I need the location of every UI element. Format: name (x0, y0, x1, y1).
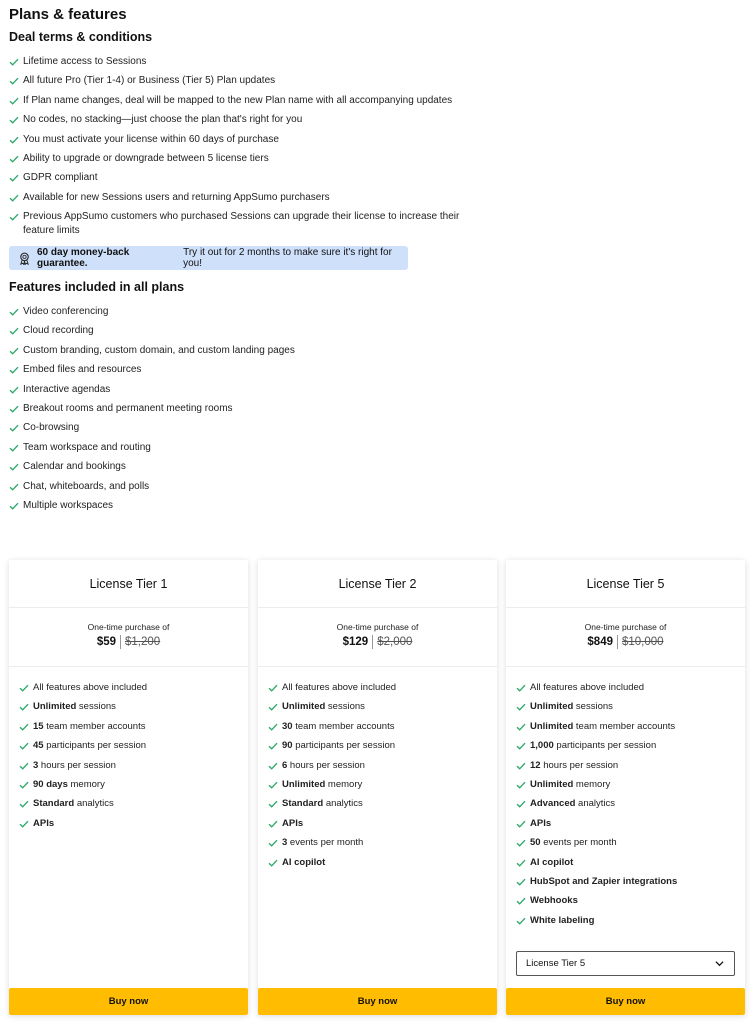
check-icon (9, 136, 19, 144)
original-price: $1,200 (125, 636, 161, 649)
tier-name: License Tier 1 (89, 577, 168, 591)
list-item-text: Multiple workspaces (23, 499, 114, 511)
list-item-text: Co-browsing (23, 422, 80, 434)
guarantee-banner (9, 246, 408, 270)
list-item (9, 74, 489, 88)
feature-text: memory (67, 778, 105, 790)
check-icon (9, 483, 19, 491)
features-list (9, 305, 489, 518)
tier-feature (268, 700, 491, 713)
feature-text: hours per session (287, 759, 365, 771)
check-icon (516, 703, 526, 711)
check-icon (268, 820, 278, 828)
feature-highlight: Webhooks (530, 895, 578, 907)
check-icon (516, 762, 526, 770)
check-icon (9, 77, 19, 85)
check-icon (9, 58, 19, 66)
current-price: $59 (96, 636, 116, 649)
feature-highlight: Unlimited (282, 701, 326, 713)
divider (506, 607, 745, 608)
check-icon (516, 723, 526, 731)
feature-highlight: Unlimited (530, 720, 574, 732)
check-icon (9, 155, 19, 163)
list-item (9, 460, 489, 474)
feature-text: team member accounts (573, 720, 676, 732)
feature-highlight: 30 (282, 720, 293, 732)
check-icon (516, 859, 526, 867)
tier-features (19, 681, 242, 836)
tier-feature (268, 797, 491, 810)
check-icon (9, 463, 19, 471)
list-item (9, 133, 489, 147)
tier-card-2 (258, 560, 497, 1015)
check-icon (9, 97, 19, 105)
tier-feature (268, 720, 491, 733)
check-icon (9, 327, 19, 335)
features-heading: Features included in all plans (9, 280, 185, 294)
list-item-text: No codes, no stacking—just choose the plan that's right for you (23, 114, 303, 126)
list-item-text: Previous AppSumo customers who purchased Sessions can upgrade their license to increase their feature limits (23, 211, 460, 237)
buy-now-button[interactable]: Buy now (506, 988, 745, 1015)
divider (506, 666, 745, 667)
tier-feature (268, 856, 491, 869)
price-divider (617, 635, 618, 649)
list-item-text: Available for new Sessions users and returning AppSumo purchasers (23, 191, 330, 203)
feature-highlight: 12 (530, 759, 541, 771)
feature-highlight: Unlimited (530, 701, 574, 713)
list-item (9, 480, 489, 494)
list-item (9, 305, 489, 319)
check-icon (268, 723, 278, 731)
feature-highlight: 50 (530, 837, 541, 849)
check-icon (9, 213, 19, 221)
original-price: $2,000 (377, 636, 413, 649)
list-item-text: Custom branding, custom domain, and custom landing pages (23, 344, 295, 356)
list-item-text: Team workspace and routing (23, 441, 151, 453)
list-item (9, 402, 489, 416)
tier-name: License Tier 5 (586, 577, 665, 591)
check-icon (268, 762, 278, 770)
tier-feature (516, 914, 739, 927)
tier-feature (19, 759, 242, 772)
purchase-label: One-time purchase of (584, 622, 667, 632)
list-item (9, 344, 489, 358)
tier-feature (516, 875, 739, 888)
tier-feature (516, 720, 739, 733)
tier-feature (19, 720, 242, 733)
check-icon (268, 684, 278, 692)
feature-text: participants per session (43, 740, 147, 752)
page-title: Plans & features (9, 6, 127, 23)
check-icon (9, 424, 19, 432)
check-icon (9, 174, 19, 182)
check-icon (9, 308, 19, 316)
check-icon (9, 502, 19, 510)
feature-highlight: Unlimited (530, 778, 574, 790)
check-icon (268, 839, 278, 847)
buy-now-button[interactable]: Buy now (9, 988, 248, 1015)
divider (258, 666, 497, 667)
list-item-text: Breakout rooms and permanent meeting rooms (23, 402, 233, 414)
feature-highlight: 45 (33, 740, 44, 752)
feature-text: analytics (74, 798, 114, 810)
tier-feature (268, 817, 491, 830)
list-item-text: GDPR compliant (23, 172, 98, 184)
tier-feature (268, 759, 491, 772)
tier-feature (516, 797, 739, 810)
feature-highlight: APIs (282, 817, 304, 829)
tier-card-5 (506, 560, 745, 1015)
check-icon (516, 742, 526, 750)
list-item (9, 383, 489, 397)
check-icon (19, 800, 29, 808)
list-item (9, 324, 489, 338)
check-icon (19, 742, 29, 750)
check-icon (9, 444, 19, 452)
feature-text: memory (573, 778, 611, 790)
current-price: $849 (587, 636, 613, 649)
check-icon (19, 762, 29, 770)
check-icon (268, 703, 278, 711)
feature-highlight: AI copilot (282, 856, 326, 868)
list-item (9, 421, 489, 435)
tier-feature (268, 739, 491, 752)
feature-text: events per month (540, 837, 617, 849)
feature-highlight: 90 (282, 740, 293, 752)
list-item-text: Ability to upgrade or downgrade between 5 license tiers (23, 152, 269, 164)
check-icon (268, 859, 278, 867)
price (9, 635, 248, 649)
feature-highlight: 1,000 (530, 740, 554, 752)
feature-highlight: Standard (33, 798, 75, 810)
list-item-text: You must activate your license within 60 days of purchase (23, 133, 279, 145)
feature-text: participants per session (292, 740, 396, 752)
list-item (9, 94, 489, 108)
tier-feature (516, 700, 739, 713)
divider (258, 607, 497, 608)
feature-text: All features above included (282, 682, 397, 693)
list-item (9, 152, 489, 166)
list-item (9, 191, 489, 205)
check-icon (19, 781, 29, 789)
chevron-down-icon (715, 960, 724, 967)
price-divider (372, 635, 373, 649)
feature-text: memory (325, 778, 363, 790)
tier-features (268, 681, 491, 875)
tier-feature (268, 836, 491, 849)
tier-feature (268, 681, 491, 694)
list-item (9, 171, 489, 185)
current-price: $129 (342, 636, 369, 649)
feature-text: hours per session (38, 759, 116, 771)
tier-feature (516, 681, 739, 694)
check-icon (268, 800, 278, 808)
tier-feature (516, 817, 739, 830)
tier-feature (516, 759, 739, 772)
tier-feature (19, 797, 242, 810)
feature-highlight: White labeling (530, 914, 595, 926)
tier-feature (516, 836, 739, 849)
check-icon (516, 917, 526, 925)
check-icon (268, 742, 278, 750)
tier-select-value: License Tier 5 (526, 958, 586, 969)
tier-card-1 (9, 560, 248, 1015)
price-divider (120, 635, 121, 649)
feature-highlight: APIs (530, 817, 552, 829)
tier-feature (516, 894, 739, 907)
list-item (9, 441, 489, 455)
list-item-text: Interactive agendas (23, 383, 111, 395)
list-item (9, 363, 489, 377)
check-icon (516, 781, 526, 789)
feature-text: sessions (76, 701, 116, 713)
check-icon (9, 386, 19, 394)
check-icon (9, 194, 19, 202)
check-icon (19, 723, 29, 731)
check-icon (19, 820, 29, 828)
feature-highlight: 3 (33, 759, 39, 771)
list-item (9, 499, 489, 513)
check-icon (516, 878, 526, 886)
price (258, 635, 497, 649)
tier-feature (19, 739, 242, 752)
feature-highlight: HubSpot and Zapier integrations (530, 875, 678, 887)
feature-highlight: Unlimited (33, 701, 77, 713)
check-icon (268, 781, 278, 789)
tier-feature (19, 778, 242, 791)
list-item-text: Embed files and resources (23, 364, 142, 376)
feature-text: analytics (575, 798, 616, 810)
divider (9, 666, 248, 667)
check-icon (9, 366, 19, 374)
guarantee-text: Try it out for 2 months to make sure it's right for you! (183, 247, 392, 269)
check-icon (516, 684, 526, 692)
deal-terms-heading: Deal terms & conditions (9, 30, 153, 44)
feature-highlight: AI copilot (530, 856, 574, 868)
list-item-text: Cloud recording (23, 325, 94, 337)
feature-text: analytics (323, 798, 363, 810)
tier-feature (19, 681, 242, 694)
tier-feature (19, 700, 242, 713)
feature-highlight: Unlimited (282, 778, 326, 790)
tier-feature (268, 778, 491, 791)
check-icon (516, 839, 526, 847)
feature-highlight: 15 (33, 720, 44, 732)
check-icon (9, 347, 19, 355)
feature-text: hours per session (540, 759, 619, 771)
tier-feature (516, 778, 739, 791)
check-icon (19, 684, 29, 692)
list-item (9, 113, 489, 127)
list-item (9, 210, 489, 238)
feature-text: events per month (287, 837, 364, 849)
feature-text: sessions (573, 701, 613, 713)
tier-feature (19, 817, 242, 830)
feature-highlight: Advanced (530, 798, 576, 810)
feature-highlight: 90 days (33, 778, 68, 790)
purchase-label: One-time purchase of (87, 622, 170, 632)
feature-text: team member accounts (43, 720, 146, 732)
feature-highlight: Standard (282, 798, 324, 810)
list-item-text: Chat, whiteboards, and polls (23, 480, 150, 492)
check-icon (9, 116, 19, 124)
buy-now-button[interactable]: Buy now (258, 988, 497, 1015)
tier-features (516, 681, 739, 933)
award-badge-icon (18, 252, 31, 265)
feature-text: All features above included (33, 682, 148, 693)
check-icon (516, 897, 526, 905)
feature-text: team member accounts (292, 720, 395, 732)
feature-highlight: 3 (282, 837, 288, 849)
check-icon (9, 405, 19, 413)
check-icon (516, 820, 526, 828)
tier-select[interactable] (516, 951, 735, 976)
feature-text: sessions (325, 701, 365, 713)
feature-highlight: 6 (282, 759, 288, 771)
feature-highlight: APIs (33, 817, 55, 829)
tier-feature (516, 856, 739, 869)
list-item-text: Lifetime access to Sessions (23, 56, 147, 67)
tier-feature (516, 739, 739, 752)
price (506, 635, 745, 649)
tier-name: License Tier 2 (338, 577, 417, 591)
original-price: $10,000 (622, 636, 664, 649)
divider (9, 607, 248, 608)
list-item-text: Calendar and bookings (23, 461, 126, 473)
check-icon (516, 800, 526, 808)
purchase-label: One-time purchase of (336, 622, 419, 632)
list-item-text: If Plan name changes, deal will be mapped to the new Plan name with all accompanying updates (23, 94, 453, 106)
feature-text: All features above included (530, 682, 645, 693)
feature-text: participants per session (553, 740, 657, 752)
guarantee-bold: 60 day money-back guarantee. (37, 247, 130, 269)
list-item-text: All future Pro (Tier 1-4) or Business (Tier 5) Plan updates (23, 75, 276, 87)
list-item (9, 55, 489, 69)
check-icon (19, 703, 29, 711)
list-item-text: Video conferencing (23, 306, 109, 317)
deal-terms-list (9, 55, 489, 244)
